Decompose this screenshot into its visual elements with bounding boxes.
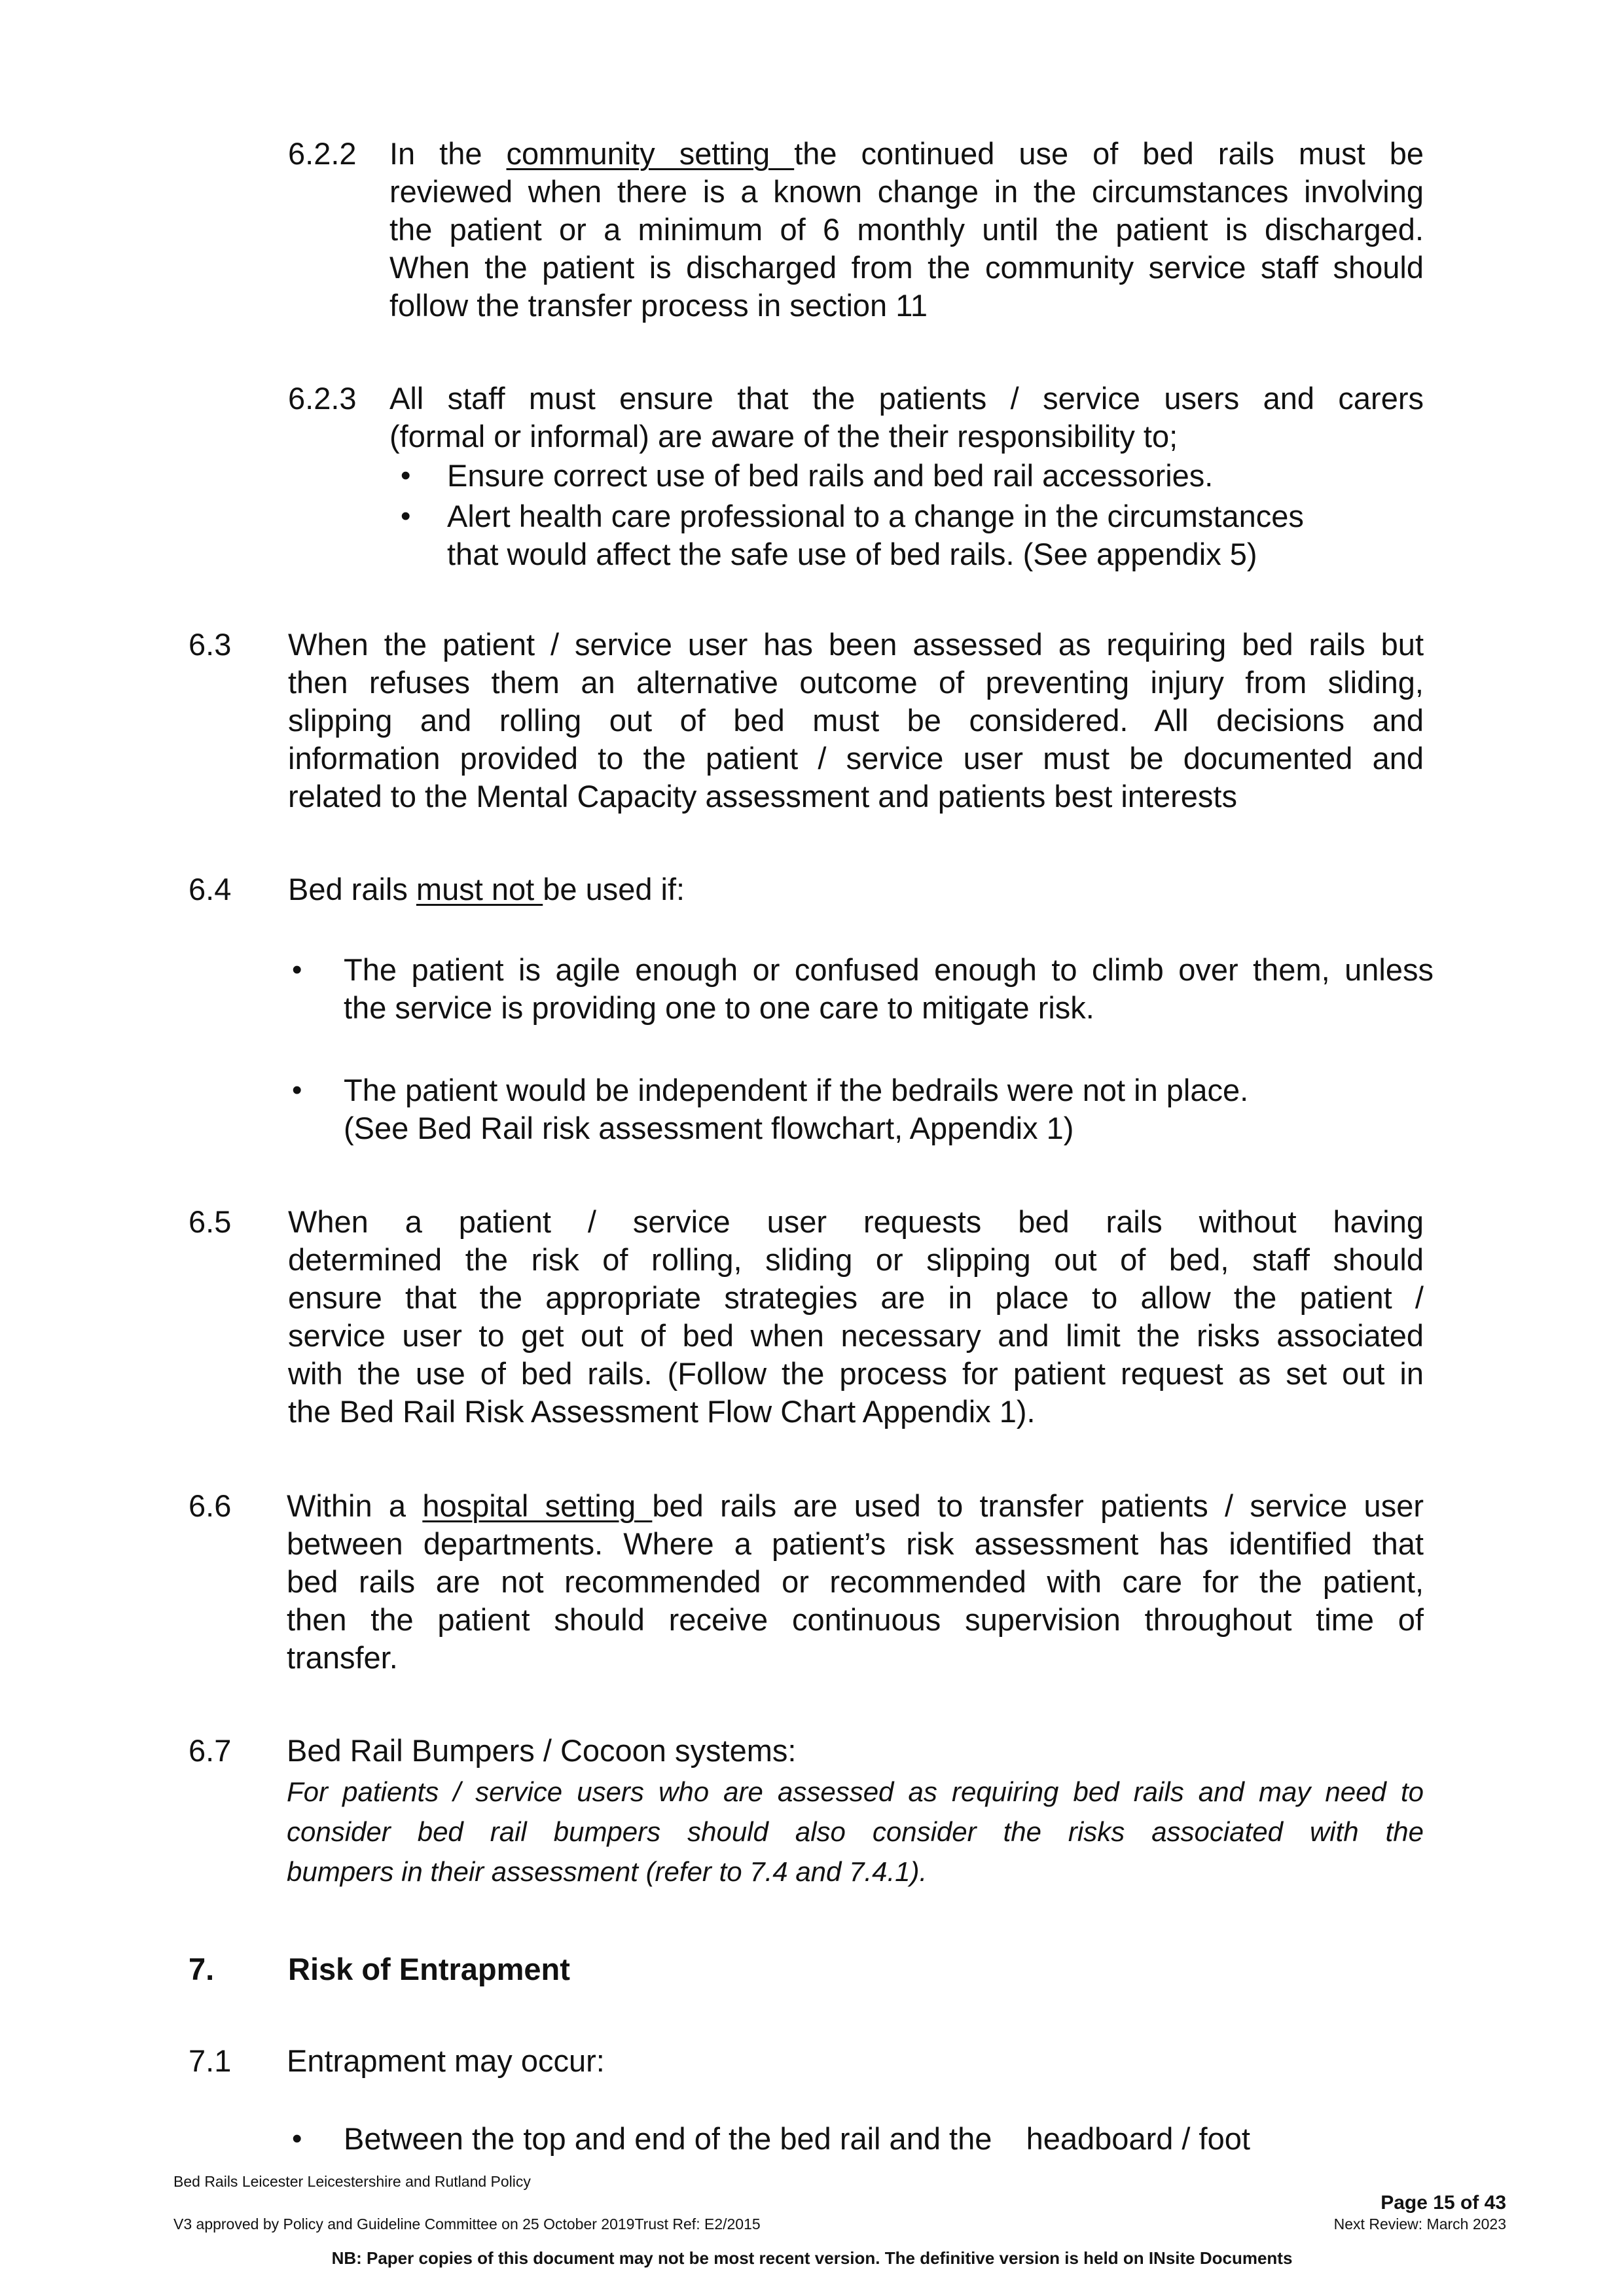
paragraph-line: the Bed Rail Risk Assessment Flow Chart Appendix 1). [288, 1394, 1036, 1429]
underlined-term: hospital setting [422, 1488, 653, 1523]
section-title: Risk of Entrapment [288, 1952, 570, 1986]
bullet-icon: • [292, 2123, 302, 2155]
paragraph-line: bed rails are not recommended or recommended with care for the patient, [287, 1564, 1424, 1599]
section-number: 6.6 [189, 1488, 232, 1523]
section-number: 7.1 [189, 2043, 232, 2078]
bullet-icon: • [292, 1074, 302, 1106]
paragraph-line: slipping and rolling out of bed must be considered. All decisions and [288, 703, 1424, 738]
bullet-item: The patient is agile enough or confused enough to climb over them, unless [344, 952, 1434, 987]
bullet-item: Between the top and end of the bed rail and the headboard / foot [344, 2121, 1250, 2156]
paragraph-line: related to the Mental Capacity assessment and patients best interests [288, 779, 1237, 814]
section-number: 6.7 [189, 1733, 232, 1768]
paragraph-line: transfer. [287, 1640, 398, 1675]
section-number: 7. [189, 1952, 215, 1986]
paragraph-line: Bed rails must not be used if: [288, 872, 685, 906]
paragraph-line: All staff must ensure that the patients / service users and carers [389, 381, 1424, 416]
paragraph-line: the patient or a minimum of 6 monthly until the patient is discharged. [389, 212, 1424, 247]
subsection-heading: Bed Rail Bumpers / Cocoon systems: [287, 1733, 797, 1768]
footer-policy-name: Bed Rails Leicester Leicestershire and Rutland Policy [173, 2173, 531, 2190]
section-number: 6.2.3 [288, 381, 357, 416]
paragraph-line: between departments. Where a patient’s risk assessment has identified that [287, 1526, 1424, 1561]
bullet-item: the service is providing one to one care to mitigate risk. [344, 990, 1094, 1025]
bullet-icon: • [401, 500, 411, 532]
paragraph-line: with the use of bed rails. (Follow the process for patient request as set out in [288, 1356, 1424, 1391]
section-number: 6.2.2 [288, 136, 357, 171]
paragraph-line: then refuses them an alternative outcome of preventing injury from sliding, [288, 665, 1424, 700]
paragraph-line: When a patient / service user requests bed rails without having [288, 1204, 1424, 1239]
bullet-item: that would affect the safe use of bed rails. (See appendix 5) [447, 537, 1257, 571]
section-number: 6.4 [189, 872, 232, 906]
underlined-term: must not [416, 872, 543, 906]
paragraph-line: In the community setting the continued use of bed rails must be [389, 136, 1424, 171]
section-number: 6.3 [189, 627, 232, 662]
bullet-item: Alert health care professional to a change in the circumstances [447, 499, 1304, 533]
italic-note-line: For patients / service users who are assessed as requiring bed rails and may need to [287, 1776, 1424, 1807]
bullet-item: Ensure correct use of bed rails and bed rail accessories. [447, 458, 1214, 493]
bullet-item: The patient would be independent if the bedrails were not in place. [344, 1073, 1249, 1107]
footer-next-review: Next Review: March 2023 [1333, 2215, 1506, 2233]
italic-note-line: consider bed rail bumpers should also consider the risks associated with the [287, 1816, 1424, 1847]
italic-note-line: bumpers in their assessment (refer to 7.4 and 7.4.1). [287, 1856, 928, 1887]
footer-disclaimer: NB: Paper copies of this document may not be most recent version. The definitive version is held on INsite Documents [331, 2248, 1293, 2268]
bullet-item: (See Bed Rail risk assessment flowchart, Appendix 1) [344, 1111, 1074, 1145]
paragraph-line: ensure that the appropriate strategies are in place to allow the patient / [288, 1280, 1424, 1315]
paragraph-line: Entrapment may occur: [287, 2043, 605, 2078]
bullet-icon: • [401, 459, 411, 492]
paragraph-line: determined the risk of rolling, sliding or slipping out of bed, staff should [288, 1242, 1424, 1277]
paragraph-line: then the patient should receive continuous supervision throughout time of [287, 1602, 1424, 1637]
paragraph-line: When the patient / service user has been assessed as requiring bed rails but [288, 627, 1424, 662]
paragraph-line: follow the transfer process in section 11 [389, 288, 928, 323]
paragraph-line: When the patient is discharged from the community service staff should [389, 250, 1424, 285]
paragraph-line: (formal or informal) are aware of the their responsibility to; [389, 419, 1178, 454]
paragraph-line: reviewed when there is a known change in the circumstances involving [389, 174, 1424, 209]
paragraph-line: Within a hospital setting bed rails are used to transfer patients / service user [287, 1488, 1424, 1523]
paragraph-line: service user to get out of bed when necessary and limit the risks associated [288, 1318, 1424, 1353]
paragraph-line: information provided to the patient / service user must be documented and [288, 741, 1424, 776]
bullet-icon: • [292, 954, 302, 986]
underlined-term: community setting [506, 136, 795, 171]
page-number: Page 15 of 43 [1380, 2192, 1506, 2214]
section-number: 6.5 [189, 1204, 232, 1239]
footer-approval: V3 approved by Policy and Guideline Committee on 25 October 2019Trust Ref: E2/2015 [173, 2215, 761, 2233]
